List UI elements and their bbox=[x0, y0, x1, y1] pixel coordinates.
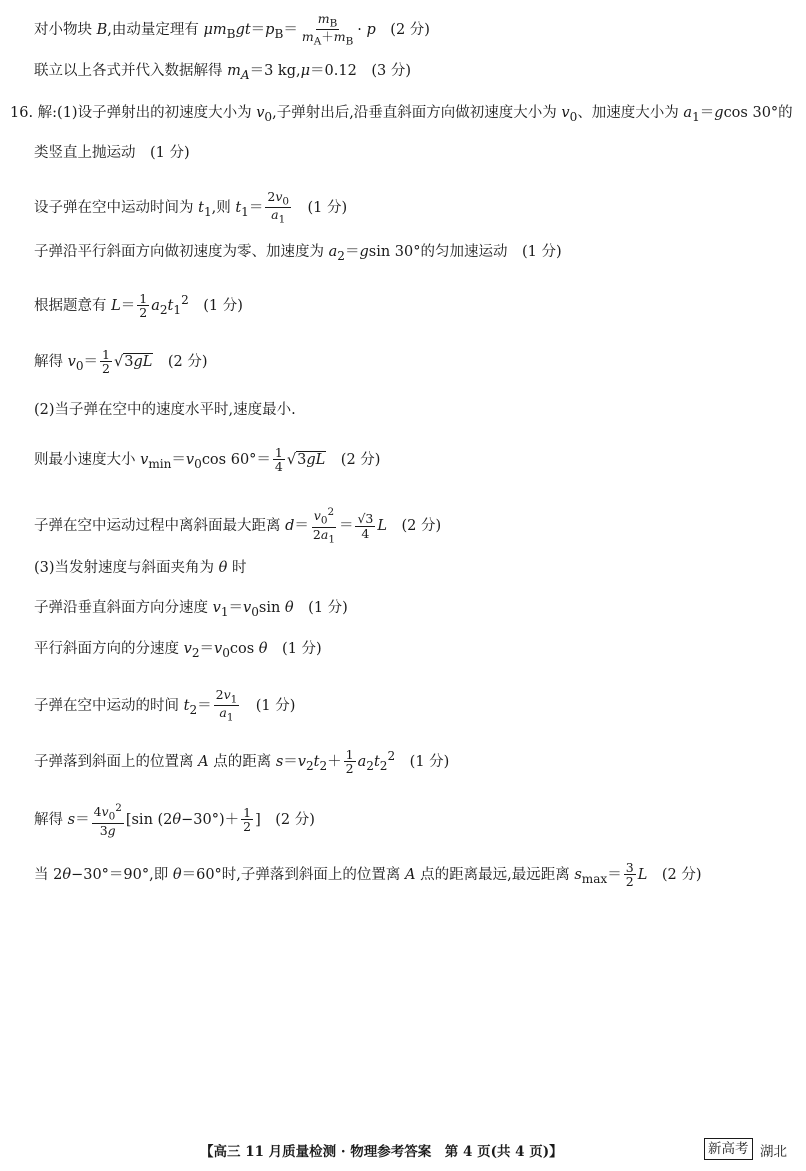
line-text: 类竖直上抛运动 (1 分) bbox=[34, 145, 190, 161]
line-text: 解得 s＝ $\frac{4v_0^2}{3g}$ [sin (2θ−30°)＋ $\frac{1}{2}$ ] (2 分) bbox=[34, 802, 315, 838]
answer-line bbox=[34, 507, 441, 545]
line-text: 子弹在空中运动过程中离斜面最大距离 d＝ $\frac{v_0^2}{2a_1}$ ＝ $\frac{√3}{4}$ L (2 分) bbox=[34, 506, 442, 546]
answer-line bbox=[34, 688, 295, 724]
line-text: 子弹在空中运动的时间 $t_2=$ $\frac{2v_1}{a_1}$ (1 分) bbox=[34, 687, 296, 724]
answer-line bbox=[34, 746, 449, 776]
answer-line bbox=[34, 861, 702, 889]
line-text: 平行斜面方向的分速度 $v_2=v_0\cos$ θ (1 分) bbox=[34, 641, 322, 660]
answer-line bbox=[34, 12, 430, 48]
line-text: 根据题意有 L＝ $\frac{1}{2}$ $a_2t_1^2$ (1 分) bbox=[34, 291, 243, 321]
line-text: 子弹沿平行斜面方向做初速度为零、加速度为 $a_2=gsin$ 30°的匀加速运动 (1 分) bbox=[34, 244, 562, 263]
answer-line bbox=[34, 558, 247, 578]
answer-line bbox=[34, 242, 562, 266]
line-text: (2)当子弹在空中的速度水平时,速度最小. bbox=[34, 402, 296, 418]
footer-text: 【高三 11 月质量检测 · 物理参考答案 第 4 页(共 4 页)】 bbox=[200, 1144, 563, 1160]
logo-text: 新高考 bbox=[708, 1141, 749, 1157]
publisher-logo bbox=[704, 1138, 753, 1160]
answer-line bbox=[34, 598, 348, 622]
line-text: 当 2θ−30°＝90°,即 θ＝60°时,子弹落到斜面上的位置离 A 点的距离最远,最远距离 $s_{max}=$ $\frac{3}{2}$ L (2 分) bbox=[34, 860, 702, 890]
line-text: 联立以上各式并代入数据解得 $m_A=3$ kg,μ＝0.12 (3 分) bbox=[34, 63, 411, 82]
region-text: 湖北 bbox=[760, 1144, 787, 1160]
answer-line bbox=[34, 803, 315, 837]
question-16-header bbox=[10, 103, 793, 127]
line-text: (3)当发射速度与斜面夹角为 θ 时 bbox=[34, 560, 247, 576]
line-text: 则最小速度大小 $v_{min}=v_0\cos$ 60°＝ $\frac{1}{4}$ √3gL (2 分) bbox=[34, 445, 381, 475]
line-text: 解得 $v_0=$ $\frac{1}{2}$ √3gL (2 分) bbox=[34, 347, 208, 377]
line-text: 子弹沿垂直斜面方向分速度 $v_1=v_0\sin$ θ (1 分) bbox=[34, 600, 348, 619]
line-text: 子弹落到斜面上的位置离 A 点的距离 $s=v_2t_2+$ $\frac{1}{2}$ $a_2t_2^2$ (1 分) bbox=[34, 747, 450, 777]
answer-line bbox=[34, 400, 296, 420]
region-label bbox=[760, 1140, 787, 1160]
line-text: 设子弹在空中运动时间为 $t_1$,则 $t_1=$ $\frac{2v_0}{a_1}$ (1 分) bbox=[34, 189, 348, 226]
line-text: 16. 解:(1)设子弹射出的初速度大小为 $v_0$,子弹射出后,沿垂直斜面方向做初速度大小为 $v_0$、加速度大小为 $a_1=gcos$ 30°的 bbox=[10, 105, 793, 124]
answer-line bbox=[34, 348, 208, 376]
answer-line bbox=[34, 190, 347, 226]
answer-line bbox=[34, 446, 380, 474]
answer-line bbox=[34, 143, 190, 163]
answer-line bbox=[34, 61, 411, 85]
page-footer bbox=[200, 1140, 563, 1160]
answer-line bbox=[34, 290, 243, 320]
answer-line bbox=[34, 639, 322, 663]
line-text: 对小物块 B,由动量定理有 $\mu m_Bgt=p_B=$ $\frac{m_B}{m_A+m_B}$ · p (2 分) bbox=[34, 11, 430, 48]
